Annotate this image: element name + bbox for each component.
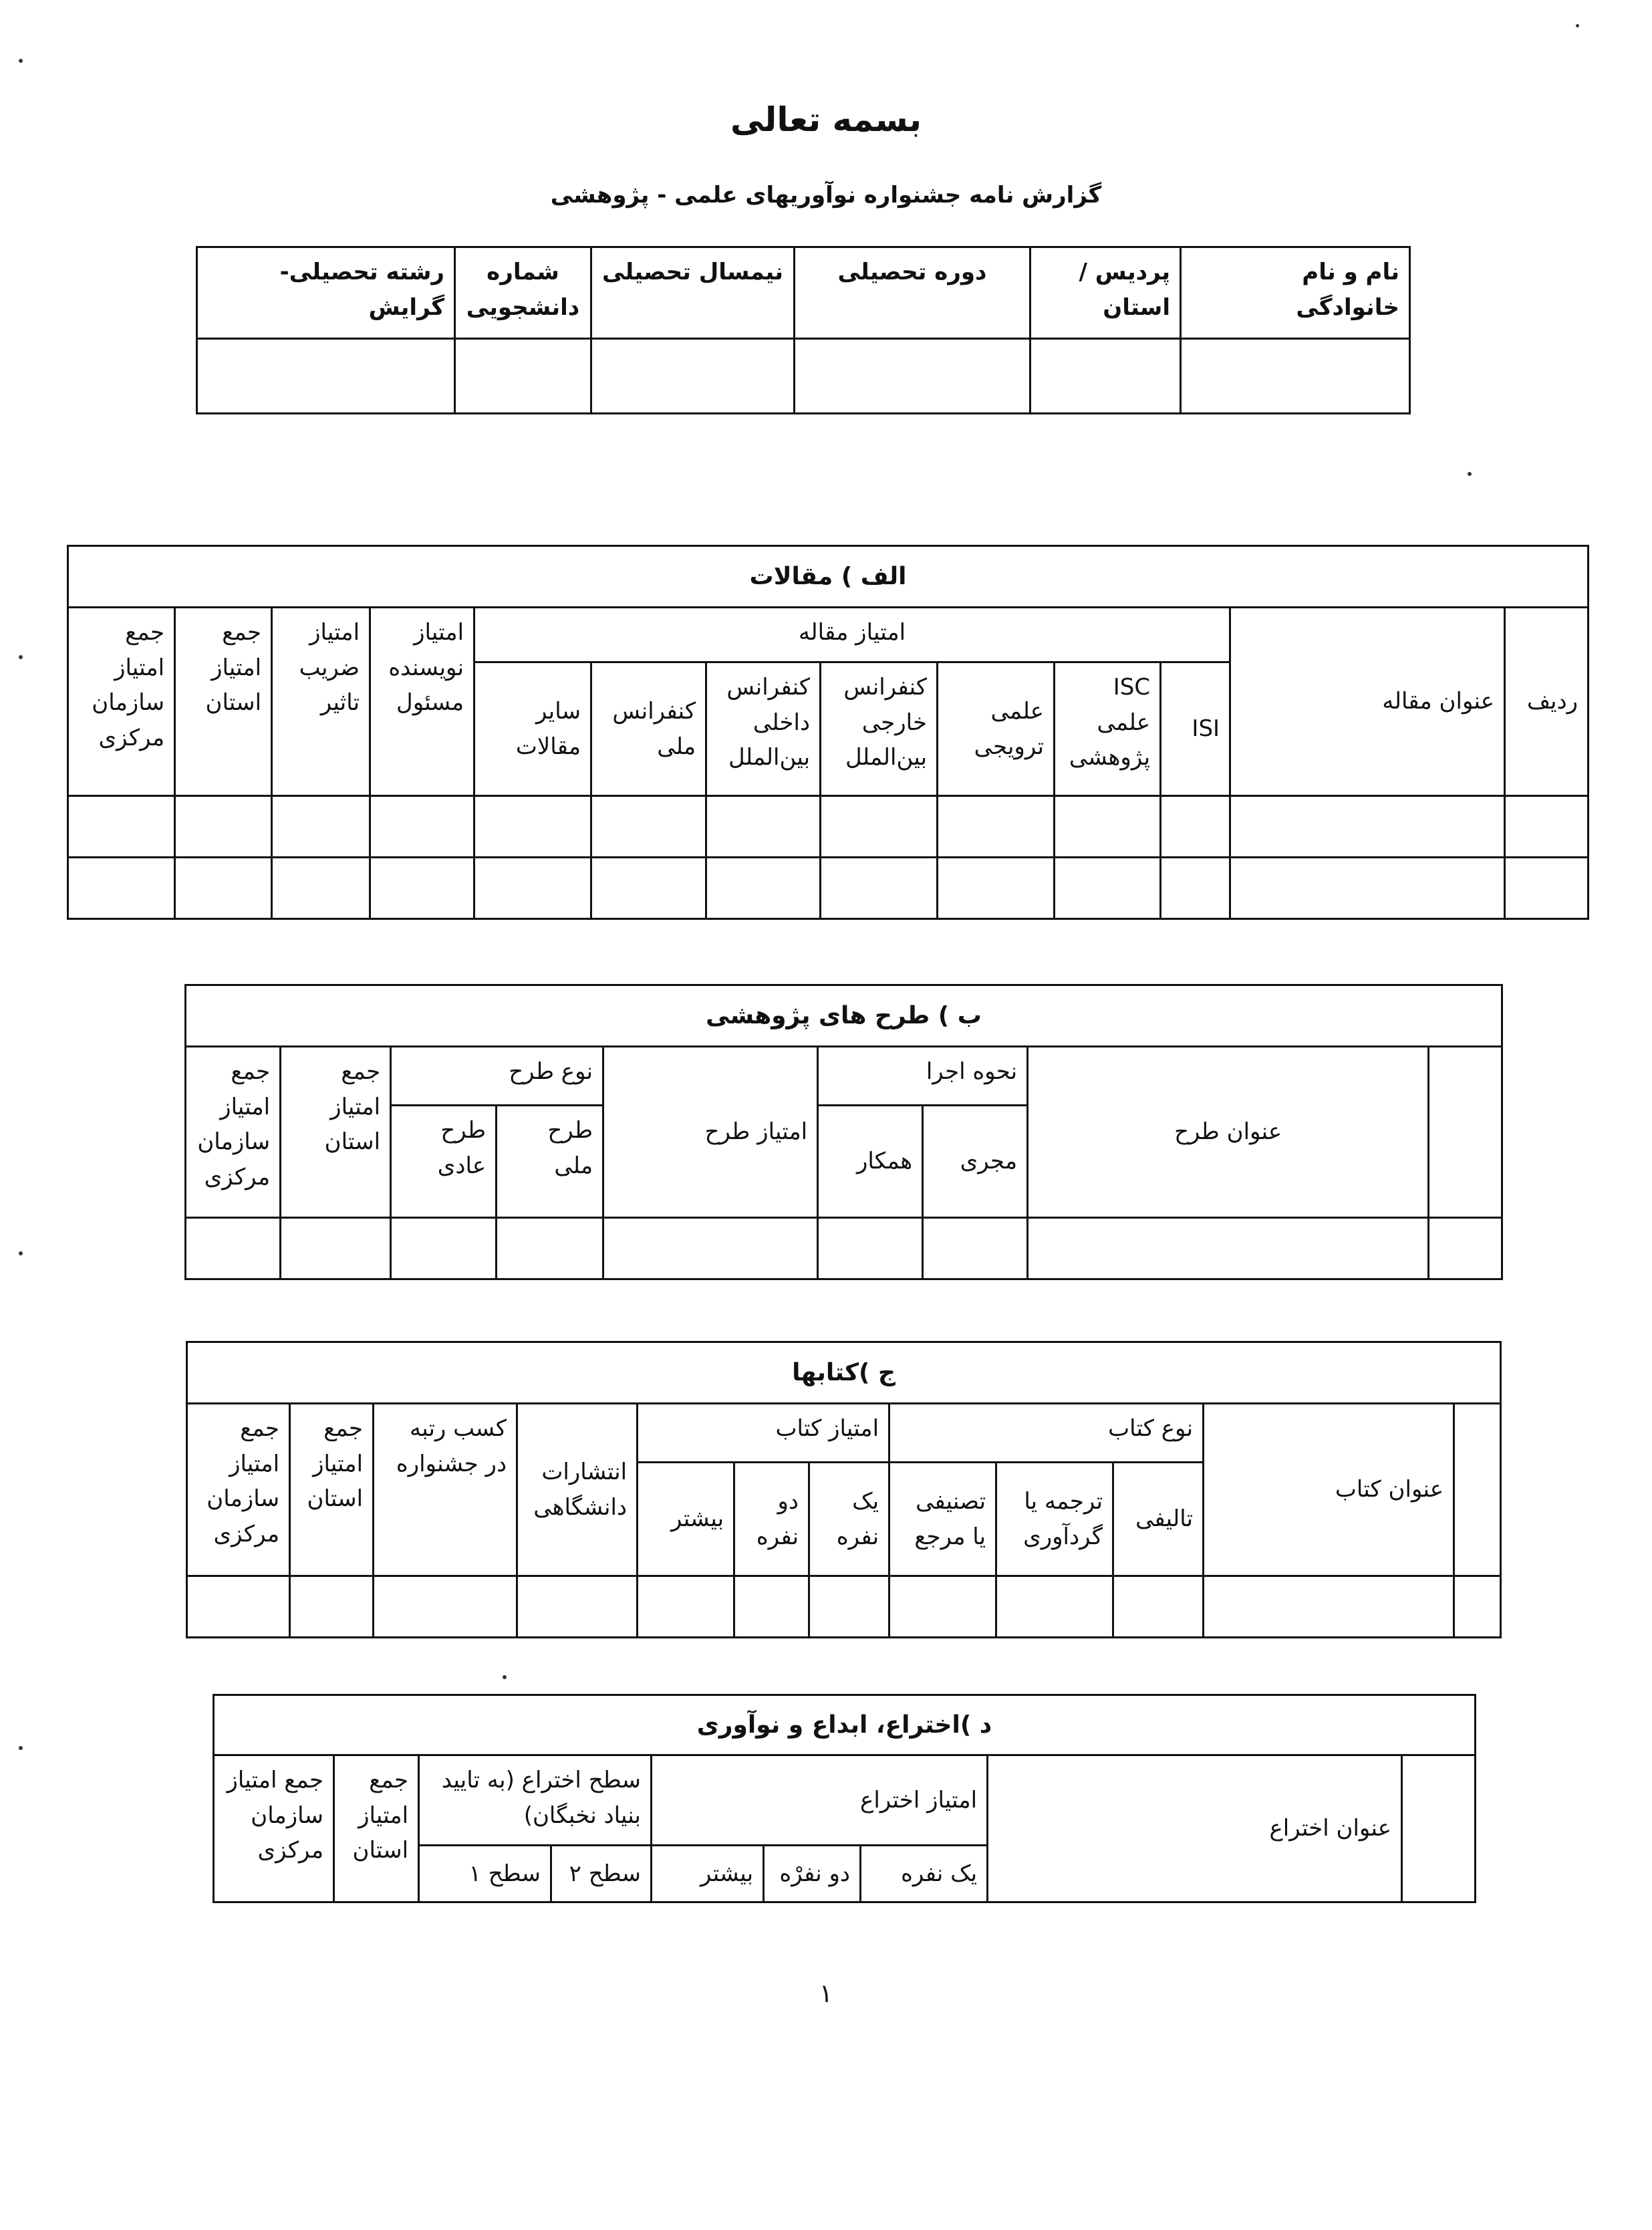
header-more-inventors: بیشتر	[652, 1846, 764, 1902]
cell[interactable]	[818, 1218, 923, 1279]
cell[interactable]	[272, 858, 370, 919]
header-university-publication: انتشارات دانشگاهی	[517, 1404, 638, 1576]
scan-speck	[19, 59, 23, 63]
scan-speck	[1576, 24, 1579, 27]
header-festival-rank: کسب رتبه در جشنواره	[374, 1404, 517, 1576]
cell[interactable]	[1028, 1218, 1429, 1279]
cell[interactable]	[1230, 796, 1505, 858]
cell[interactable]	[370, 796, 474, 858]
header-impact-factor: امتیاز ضریب تاثیر	[272, 608, 370, 796]
books-caption: ج )کتابها	[187, 1342, 1501, 1404]
cell[interactable]	[1505, 858, 1589, 919]
cell[interactable]	[734, 1576, 809, 1638]
header-score-domestic-intl-conference: کنفرانس داخلی بین‌الملل	[706, 662, 821, 796]
projects-caption: ب ) طرح های پژوهشی	[186, 985, 1502, 1047]
cell[interactable]	[1505, 796, 1589, 858]
header-project-score: امتیاز طرح	[603, 1047, 818, 1218]
scan-speck	[19, 655, 23, 659]
header-blank	[1454, 1404, 1501, 1576]
header-article-score-group: امتیاز مقاله	[474, 608, 1230, 662]
header-score-promotional: علمی ترویجی	[938, 662, 1055, 796]
books-table	[186, 1341, 1502, 1638]
header-project-title: عنوان طرح	[1028, 1047, 1429, 1218]
page-title: بسمه تعالی	[730, 100, 922, 139]
input-degree-level[interactable]	[795, 339, 1030, 414]
cell[interactable]	[1113, 1576, 1204, 1638]
cell[interactable]	[175, 796, 272, 858]
page-number: ۱	[819, 1979, 833, 2008]
page-subtitle: گزارش نامه جشنواره نوآوریهای علمی - پژوهشی	[550, 182, 1102, 209]
cell[interactable]	[370, 858, 474, 919]
cell[interactable]	[938, 858, 1055, 919]
cell[interactable]	[1454, 1576, 1501, 1638]
scan-speck	[19, 1251, 23, 1255]
cell[interactable]	[1161, 796, 1230, 858]
header-score-national-conference: کنفرانس ملی	[591, 662, 706, 796]
header-central-total: جمع امتیاز سازمان مرکزی	[68, 608, 175, 796]
cell[interactable]	[821, 796, 938, 858]
header-executor: مجری	[923, 1106, 1028, 1218]
header-score-isc: ISC علمی پژوهشی	[1055, 662, 1161, 796]
header-central-total: جمع امتیاز سازمان مرکزی	[187, 1404, 290, 1576]
cell[interactable]	[821, 858, 938, 919]
projects-table	[184, 984, 1503, 1280]
input-campus-province[interactable]	[1030, 339, 1181, 414]
cell[interactable]	[68, 858, 175, 919]
header-reference-work: تصنیفی یا مرجع	[889, 1463, 996, 1576]
cell[interactable]	[809, 1576, 889, 1638]
header-regular-project: طرح عادی	[391, 1106, 497, 1218]
cell[interactable]	[281, 1218, 391, 1279]
cell[interactable]	[474, 796, 591, 858]
header-two-inventors: دو نفرْه	[764, 1846, 861, 1902]
header-invention-level-group: سطح اختراع (به تایید بنیاد نخبگان)	[419, 1755, 652, 1846]
header-score-foreign-conference: کنفرانس خارجی بین‌الملل	[821, 662, 938, 796]
cell[interactable]	[889, 1576, 996, 1638]
header-radif: ردیف	[1505, 608, 1589, 796]
cell[interactable]	[68, 796, 175, 858]
header-province-total: جمع امتیاز استان	[175, 608, 272, 796]
header-province-total: جمع امتیاز استان	[334, 1755, 419, 1902]
header-authored: تالیفی	[1113, 1463, 1204, 1576]
cell[interactable]	[1429, 1218, 1502, 1279]
header-level-1: سطح ۱	[419, 1846, 551, 1902]
cell[interactable]	[706, 858, 821, 919]
header-score-isi: ISI	[1161, 662, 1230, 796]
cell[interactable]	[591, 796, 706, 858]
table-row	[68, 796, 1589, 858]
inventions-caption: د )اختراع، ابداع و نوآوری	[214, 1695, 1476, 1755]
cell[interactable]	[1230, 858, 1505, 919]
header-full-name: نام و نام خانوادگی	[1181, 247, 1410, 339]
cell[interactable]	[996, 1576, 1113, 1638]
input-student-number[interactable]	[455, 339, 591, 414]
header-single-author: یک نفره	[809, 1463, 889, 1576]
header-campus-province: پردیس / استان	[1030, 247, 1181, 339]
header-translated-compiled: ترجمه یا گردآوری	[996, 1463, 1113, 1576]
cell[interactable]	[187, 1576, 290, 1638]
header-single-inventor: یک نفره	[861, 1846, 988, 1902]
table-row	[68, 858, 1589, 919]
cell[interactable]	[517, 1576, 638, 1638]
header-central-total: جمع امتیاز سازمان مرکزی	[186, 1047, 281, 1218]
header-collaborator: همکار	[818, 1106, 923, 1218]
cell[interactable]	[497, 1218, 603, 1279]
header-invention-title: عنوان اختراع	[988, 1755, 1402, 1902]
cell[interactable]	[186, 1218, 281, 1279]
header-book-score-group: امتیاز کتاب	[638, 1404, 889, 1463]
header-field-of-study: رشته تحصیلی-گرایش	[197, 247, 455, 339]
scan-speck	[1468, 472, 1472, 476]
input-field-of-study[interactable]	[197, 339, 455, 414]
articles-caption: الف ) مقالات	[68, 546, 1589, 608]
header-responsible-author: امتیاز نویسنده مسئول	[370, 608, 474, 796]
header-invention-score-group: امتیاز اختراع	[652, 1755, 988, 1846]
cell[interactable]	[1055, 858, 1161, 919]
cell[interactable]	[290, 1576, 374, 1638]
cell[interactable]	[603, 1218, 818, 1279]
student-info-table	[196, 246, 1411, 414]
header-article-title: عنوان مقاله	[1230, 608, 1505, 796]
header-book-type-group: نوع کتاب	[889, 1404, 1204, 1463]
cell[interactable]	[474, 858, 591, 919]
header-province-total: جمع امتیاز استان	[281, 1047, 391, 1218]
input-semester[interactable]	[591, 339, 795, 414]
header-execution-group: نحوه اجرا	[818, 1047, 1028, 1106]
header-central-total: جمع امتیاز سازمان مرکزی	[214, 1755, 334, 1902]
cell[interactable]	[1161, 858, 1230, 919]
inventions-table	[213, 1694, 1476, 1903]
cell[interactable]	[938, 796, 1055, 858]
cell[interactable]	[175, 858, 272, 919]
cell[interactable]	[591, 858, 706, 919]
header-semester: نیمسال تحصیلی	[591, 247, 795, 339]
header-blank	[1402, 1755, 1476, 1902]
header-student-number: شماره دانشجویی	[455, 247, 591, 339]
header-degree-level: دوره تحصیلی	[795, 247, 1030, 339]
input-full-name[interactable]	[1181, 339, 1410, 414]
header-project-type-group: نوع طرح	[391, 1047, 603, 1106]
header-national-project: طرح ملی	[497, 1106, 603, 1218]
cell[interactable]	[1055, 796, 1161, 858]
cell[interactable]	[374, 1576, 517, 1638]
cell[interactable]	[923, 1218, 1028, 1279]
scan-speck	[19, 1746, 23, 1750]
header-blank	[1429, 1047, 1502, 1218]
scan-speck	[503, 1675, 507, 1679]
header-more-authors: بیشتر	[638, 1463, 734, 1576]
header-province-total: جمع امتیاز استان	[290, 1404, 374, 1576]
header-two-authors: دو نفره	[734, 1463, 809, 1576]
header-level-2: سطح ۲	[551, 1846, 652, 1902]
table-row	[187, 1576, 1501, 1638]
articles-table	[67, 545, 1589, 920]
cell[interactable]	[638, 1576, 734, 1638]
table-row	[186, 1218, 1502, 1279]
cell[interactable]	[1204, 1576, 1454, 1638]
header-book-title: عنوان کتاب	[1204, 1404, 1454, 1576]
cell[interactable]	[391, 1218, 497, 1279]
header-score-other-articles: سایر مقالات	[474, 662, 591, 796]
cell[interactable]	[272, 796, 370, 858]
cell[interactable]	[706, 796, 821, 858]
